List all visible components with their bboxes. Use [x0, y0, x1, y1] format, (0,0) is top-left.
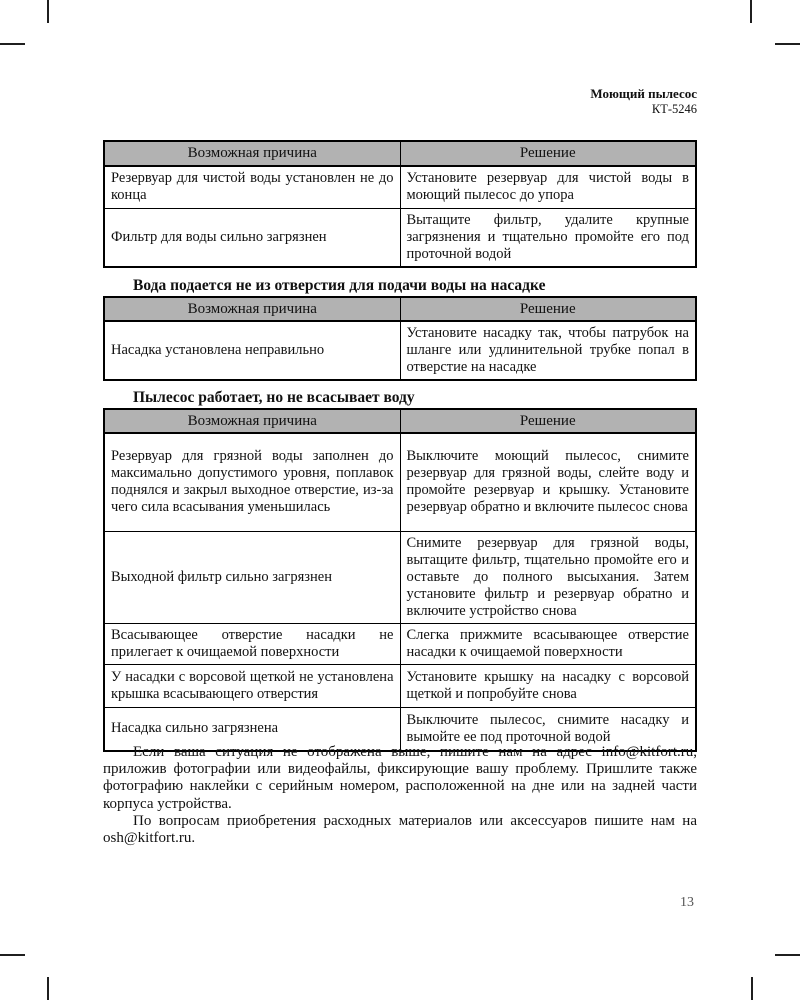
crop-mark-bottom-right-horizontal [775, 954, 800, 956]
table-header-row [104, 297, 696, 321]
column-header-cause: Возможная причина [104, 297, 400, 321]
cause-cell: Насадка сильно загрязнена [104, 707, 400, 751]
troubleshooting-table-1 [103, 140, 697, 268]
table-row [104, 531, 696, 623]
model-number: КТ-5246 [651, 102, 697, 117]
table-row [104, 321, 696, 380]
cause-cell: Выходной фильтр сильно загрязнен [104, 531, 400, 623]
product-name: Моющий пылесос [590, 86, 697, 101]
crop-mark-bottom-right-vertical [751, 977, 753, 1000]
column-header-cause: Возможная причина [104, 141, 400, 166]
cause-cell: Резервуар для чистой воды установлен не до конца [104, 166, 400, 208]
contact-paragraph-support: Если ваша ситуация не отображена выше, пишите нам на адрес info@kitfort.ru, приложив фотографии или видеофайлы, фиксирующие вашу проблему. Пришлите также фотографию наклейки с серийным номером, расположенной на дне или на задней части корпуса устройства. [103, 744, 697, 812]
cause-cell: У насадки с ворсовой щеткой не установлена крышка всасывающего отверстия [104, 664, 400, 707]
table-row [104, 664, 696, 707]
solution-cell: Вытащите фильтр, удалите крупные загрязнения и тщательно промойте его под проточной водой [400, 208, 696, 267]
solution-cell: Снимите резервуар для грязной воды, вытащите фильтр, тщательно промойте его и оставьте до полного высыхания. Затем установите фильтр и резервуар обратно и включите устройство снова [400, 531, 696, 623]
table-row [104, 433, 696, 531]
column-header-cause: Возможная причина [104, 409, 400, 433]
cause-cell: Насадка установлена неправильно [104, 321, 400, 380]
troubleshooting-table-3 [103, 408, 697, 752]
contact-paragraphs [103, 744, 697, 847]
solution-cell: Установите крышку на насадку с ворсовой щеткой и попробуйте снова [400, 664, 696, 707]
crop-mark-bottom-left-horizontal [0, 954, 25, 956]
solution-cell: Слегка прижмите всасывающее отверстие насадки к очищаемой поверхности [400, 623, 696, 664]
contact-paragraph-accessories: По вопросам приобретения расходных материалов или аксессуаров пишите нам на osh@kitfort.ru. [103, 812, 697, 847]
cause-cell: Всасывающее отверстие насадки не прилегает к очищаемой поверхности [104, 623, 400, 664]
section-heading-no-suction: Пылесос работает, но не всасывает воду [133, 389, 415, 406]
solution-cell: Выключите моющий пылесос, снимите резервуар для грязной воды, слейте воду и промойте резервуар и крышку. Установите резервуар обратно и включите пылесос снова [400, 433, 696, 531]
column-header-solution: Решение [400, 141, 696, 166]
solution-cell: Установите резервуар для чистой воды в моющий пылесос до упора [400, 166, 696, 208]
table-row [104, 208, 696, 267]
troubleshooting-table-2 [103, 296, 697, 381]
page-header [590, 86, 697, 118]
crop-mark-top-left-vertical [47, 0, 49, 23]
table-header-row [104, 141, 696, 166]
page-number: 13 [680, 895, 694, 910]
crop-mark-top-right-horizontal [775, 43, 800, 45]
cause-cell: Резервуар для грязной воды заполнен до максимально допустимого уровня, поплавок поднялся и закрыл выходное отверстие, из-за чего сила всасывания уменьшилась [104, 433, 400, 531]
table-header-row [104, 409, 696, 433]
column-header-solution: Решение [400, 297, 696, 321]
column-header-solution: Решение [400, 409, 696, 433]
crop-mark-bottom-left-vertical [47, 977, 49, 1000]
crop-mark-top-left-horizontal [0, 43, 25, 45]
crop-mark-top-right-vertical [750, 0, 752, 23]
solution-cell: Выключите пылесос, снимите насадку и вымойте ее под проточной водой [400, 707, 696, 751]
table-row [104, 623, 696, 664]
solution-cell: Установите насадку так, чтобы патрубок на шланге или удлинительной трубке попал в отверстие на насадке [400, 321, 696, 380]
cause-cell: Фильтр для воды сильно загрязнен [104, 208, 400, 267]
section-heading-water-not-from-nozzle: Вода подается не из отверстия для подачи воды на насадке [133, 277, 546, 294]
table-row [104, 166, 696, 208]
